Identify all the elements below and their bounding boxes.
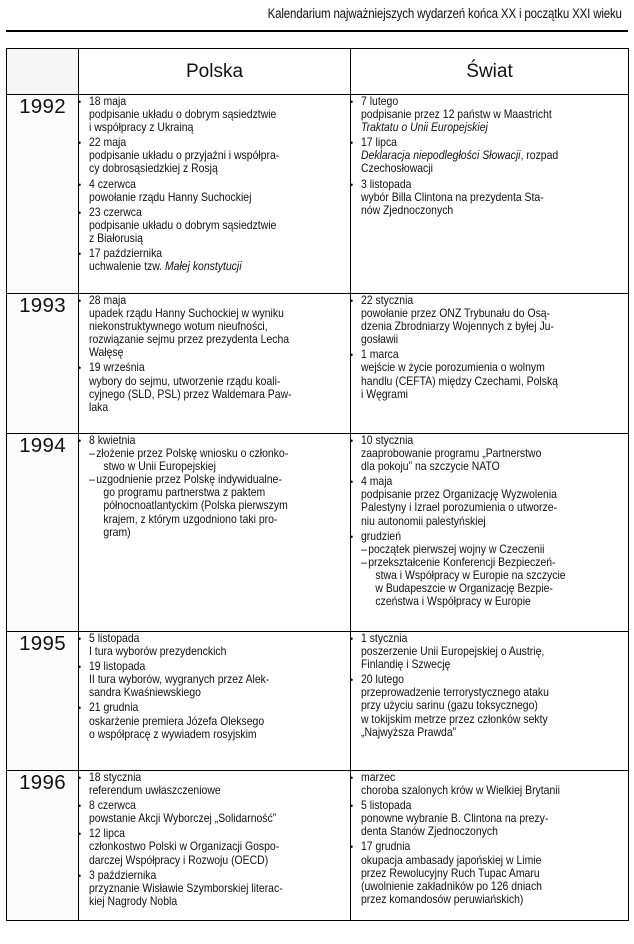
sub-event-text: stwo w Unii Europejskiej	[103, 460, 216, 474]
event-entry	[79, 701, 350, 740]
event-text: dzenia Zbrodniarzy Wojennych z byłej Ju-	[361, 320, 554, 334]
event-date: 20 lutego	[361, 673, 404, 687]
event-title-italic: Traktatu o Unii Europejskiej	[361, 121, 488, 135]
event-entry	[351, 136, 628, 175]
header-rule	[6, 30, 628, 32]
event-text: poszerzenie Unii Europejskiej o Austrię,	[361, 645, 545, 659]
bullet-icon: •	[78, 801, 82, 812]
year-label: 1995	[7, 632, 79, 771]
bullet-icon: •	[78, 436, 82, 446]
world-column-header: Świat	[351, 49, 629, 95]
event-text: z Białorusią	[89, 231, 143, 245]
event-text: denta Stanów Zjednoczonych	[361, 825, 498, 839]
event-entry	[351, 799, 628, 838]
event-date: 23 czerwca	[89, 205, 142, 219]
event-text-head: uchwalenie tzw.	[89, 260, 165, 274]
event-text: choroba szalonych krów w Wielkiej Brytanii	[361, 784, 560, 798]
event-text: przyznanie Wisławie Szymborskiej literac-	[89, 881, 283, 895]
bullet-icon: •	[350, 179, 354, 190]
event-text: kiej Nagrody Nobla	[89, 894, 178, 908]
event-date: 10 stycznia	[361, 434, 414, 447]
event-text: niekonstruktywnego wotum nieufności,	[89, 320, 268, 334]
event-entry	[79, 247, 350, 273]
event-text: niu autonomii palestyńskiej	[361, 514, 486, 528]
sub-event-text: czeństwa i Współpracy w Europie	[375, 595, 531, 609]
world-cell	[351, 95, 629, 294]
event-text: „Najwyższa Prawda”	[361, 725, 457, 739]
dash-icon: –	[89, 447, 95, 461]
year-row	[7, 434, 629, 632]
bullet-icon: •	[78, 829, 82, 840]
event-entry	[79, 361, 350, 413]
event-entry	[79, 660, 350, 699]
event-date: 5 listopada	[89, 632, 140, 645]
event-date: 19 listopada	[89, 660, 146, 674]
event-text: podpisanie układu o przyjaźni i współpra-	[89, 149, 280, 163]
bullet-icon: •	[78, 870, 82, 881]
year-row	[7, 95, 629, 294]
bullet-icon: •	[350, 350, 354, 361]
event-date: 18 stycznia	[89, 771, 142, 784]
event-text: członkostwo Polski w Organizacji Gospo-	[89, 840, 280, 854]
event-text: i współpracy z Ukrainą	[89, 121, 194, 135]
event-entry	[79, 136, 350, 175]
event-date: 3 października	[89, 868, 157, 882]
bullet-icon: •	[78, 773, 82, 783]
dash-icon: –	[89, 473, 95, 487]
event-entry	[351, 95, 628, 134]
event-text: upadek rządu Hanny Suchockiej w wyniku	[89, 307, 284, 321]
event-entry	[79, 771, 350, 797]
sub-event	[89, 473, 324, 486]
world-cell	[351, 294, 629, 434]
event-text: powołanie przez ONZ Trybunału do Osą-	[361, 307, 551, 321]
event-text: i Węgrami	[361, 387, 408, 401]
event-text: sandra Kwaśniewskiego	[89, 686, 201, 700]
event-date: grudzień	[361, 529, 402, 543]
sub-event-text: złożenie przez Polskę wniosku o członko-	[96, 447, 289, 461]
bullet-icon: •	[350, 801, 354, 812]
event-text: ponowne wybranie B. Clintona na prezy-	[361, 812, 549, 826]
year-row	[7, 294, 629, 434]
sub-event-text: w Budapeszcie w Organizację Bezpie-	[375, 582, 553, 596]
bullet-icon: •	[350, 773, 354, 783]
event-date: 21 grudnia	[89, 701, 139, 715]
event-text: o współpracę z wywiadem rosyjskim	[89, 727, 257, 741]
sub-event-text: uzgodnienie przez Polskę indywidualne-	[96, 473, 282, 487]
bullet-icon: •	[78, 662, 82, 673]
event-text: wybory do sejmu, utworzenie rządu koali-	[89, 374, 281, 388]
year-row	[7, 632, 629, 771]
bullet-icon: •	[78, 97, 82, 107]
event-entry	[351, 673, 628, 738]
year-label: 1994	[7, 434, 79, 632]
bullet-icon: •	[350, 675, 354, 686]
table-header-row	[7, 49, 629, 95]
event-text: laka	[89, 400, 109, 414]
event-text-tail: , rozpad	[520, 149, 559, 163]
year-label: 1996	[7, 771, 79, 921]
poland-cell	[78, 95, 354, 294]
event-date: 1 stycznia	[361, 632, 408, 645]
event-text: Palestyny i Izrael porozumienia o utworze-	[361, 501, 558, 515]
event-entry	[351, 530, 628, 609]
event-text: cy dobrosąsiedzkiej z Rosją	[89, 162, 218, 176]
event-text: rozwiązanie sejmu przez prezydenta Lecha	[89, 333, 290, 347]
event-text: I tura wyborów prezydenckich	[89, 645, 227, 659]
year-label: 1992	[7, 95, 79, 294]
event-date: 5 listopada	[361, 799, 412, 813]
event-text: przeprowadzenie terrorystycznego ataku	[361, 686, 549, 700]
event-entry	[79, 799, 350, 825]
event-text: przez Rewolucyjny Ruch Tupac Amaru	[361, 866, 540, 880]
world-cell	[351, 771, 629, 921]
event-title-italic: Małej konstytucji	[164, 260, 242, 274]
event-date: 1 marca	[361, 348, 399, 362]
event-date: 12 lipca	[89, 827, 125, 841]
dash-icon: –	[361, 555, 367, 569]
sub-event-text: stwa i Współpracy w Europie na szczycie	[375, 568, 566, 582]
event-text: powołanie rządu Hanny Suchockiej	[89, 190, 252, 204]
sub-event-text: początek pierwszej wojny w Czeczenii	[368, 542, 545, 556]
event-text: handlu (CEFTA) między Czechami, Polską	[361, 374, 558, 388]
event-text: (uwolnienie zakładników po 126 dniach	[361, 879, 542, 893]
bullet-icon: •	[78, 207, 82, 218]
world-cell	[351, 434, 629, 632]
event-text: podpisanie układu o dobrym sąsiedztwie	[89, 108, 277, 122]
poland-cell	[78, 632, 354, 771]
event-text: dla pokoju” na szczycie NATO	[361, 460, 500, 474]
event-text: nów Zjednoczonych	[361, 203, 454, 217]
event-entry	[79, 827, 350, 866]
event-text: referendum uwłaszczeniowe	[89, 784, 221, 798]
event-date: 17 grudnia	[361, 840, 411, 854]
poland-cell	[78, 434, 354, 632]
event-date: 4 czerwca	[89, 177, 136, 191]
sub-event-text: przekształcenie Konferencji Bezpieczeń-	[368, 555, 556, 569]
event-entry	[79, 869, 350, 908]
year-row	[7, 771, 629, 921]
event-date: 18 maja	[89, 95, 127, 108]
event-entry	[351, 840, 628, 905]
event-entry	[79, 294, 350, 359]
bullet-icon: •	[350, 531, 354, 542]
event-text: wejście w życie porozumienia o wolnym	[361, 361, 545, 375]
event-text: w tokijskim metrze przez członków sekty	[361, 712, 548, 726]
sub-event	[361, 543, 601, 556]
event-date: 17 października	[89, 247, 163, 261]
event-date: 19 września	[89, 361, 145, 375]
event-text: zaaprobowanie programu „Partnerstwo	[361, 447, 542, 461]
bullet-icon: •	[350, 436, 354, 446]
event-date: marzec	[361, 771, 396, 784]
event-text: podpisanie przez 12 państw w Maastricht	[361, 108, 552, 122]
bullet-icon: •	[350, 634, 354, 644]
event-text: powstanie Akcji Wyborczej „Solidarność”	[89, 812, 277, 826]
bullet-icon: •	[350, 842, 354, 853]
bullet-icon: •	[78, 179, 82, 190]
world-cell	[351, 632, 629, 771]
event-text: przy użyciu sarinu (gazu toksycznego)	[361, 699, 538, 713]
event-entry	[79, 434, 350, 539]
year-column-header	[7, 49, 79, 95]
poland-cell	[78, 294, 354, 434]
event-entry	[351, 178, 628, 217]
event-text: darczej Współpracy i Rozwoju (OECD)	[89, 853, 269, 867]
sub-event-text: go programu partnerstwa z paktem	[103, 486, 266, 500]
event-text: Czechosłowacji	[361, 162, 433, 176]
sub-event	[361, 556, 601, 569]
event-text: gosławii	[361, 333, 399, 347]
event-text: Wałęsę	[89, 346, 124, 360]
event-text: cyjnego (SLD, PSL) przez Waldemara Paw-	[89, 387, 292, 401]
event-date: 7 lutego	[361, 95, 399, 108]
bullet-icon: •	[78, 634, 82, 644]
event-date: 22 maja	[89, 136, 127, 150]
event-entry	[79, 206, 350, 245]
event-text	[361, 149, 601, 162]
event-entry	[351, 632, 628, 671]
event-title-italic: Deklaracja niepodległości Słowacji	[361, 149, 521, 163]
dash-icon: –	[361, 542, 367, 556]
bullet-icon: •	[78, 363, 82, 374]
bullet-icon: •	[78, 249, 82, 260]
event-entry	[351, 434, 628, 473]
bullet-icon: •	[78, 296, 82, 306]
event-date: 4 maja	[361, 475, 393, 489]
calendar-table	[6, 48, 629, 921]
event-date: 8 kwietnia	[89, 434, 136, 447]
event-text: okupacja ambasady japońskiej w Limie	[361, 853, 542, 867]
event-entry	[351, 771, 628, 797]
bullet-icon: •	[350, 97, 354, 107]
bullet-icon: •	[350, 477, 354, 488]
event-date: 3 listopada	[361, 177, 412, 191]
event-entry	[79, 632, 350, 658]
event-entry	[351, 475, 628, 527]
event-entry	[79, 178, 350, 204]
event-date: 8 czerwca	[89, 799, 136, 813]
event-date: 22 stycznia	[361, 294, 414, 307]
event-entry	[351, 294, 628, 346]
sub-event-text: gram)	[103, 525, 131, 539]
event-text: przez komandosów peruwiańskich)	[361, 892, 524, 906]
bullet-icon: •	[350, 138, 354, 149]
poland-column-header: Polska	[79, 49, 351, 95]
running-header: Kalendarium najważniejszych wydarzeń końca XX i początku XXI wieku	[267, 6, 622, 21]
event-text: podpisanie przez Organizację Wyzwolenia	[361, 488, 557, 502]
event-text: oskarżenie premiera Józefa Oleksego	[89, 714, 265, 728]
bullet-icon: •	[78, 703, 82, 714]
poland-cell	[78, 771, 354, 921]
year-label: 1993	[7, 294, 79, 434]
event-text: II tura wyborów, wygranych przez Alek-	[89, 673, 270, 687]
bullet-icon: •	[350, 296, 354, 306]
event-text: podpisanie układu o dobrym sąsiedztwie	[89, 218, 277, 232]
bullet-icon: •	[78, 138, 82, 149]
event-entry	[79, 95, 350, 134]
event-date: 28 maja	[89, 294, 127, 307]
sub-event-text: krajem, z którym uzgodniono taki pro-	[103, 512, 278, 526]
event-text: wybór Billa Clintona na prezydenta Sta-	[361, 190, 544, 204]
sub-event-text: północnoatlantyckim (Polska pierwszym	[103, 499, 288, 513]
event-text	[89, 260, 324, 273]
event-date: 17 lipca	[361, 136, 397, 150]
event-text: Finlandię i Szwecję	[361, 658, 451, 672]
sub-event	[89, 447, 324, 460]
event-entry	[351, 348, 628, 400]
